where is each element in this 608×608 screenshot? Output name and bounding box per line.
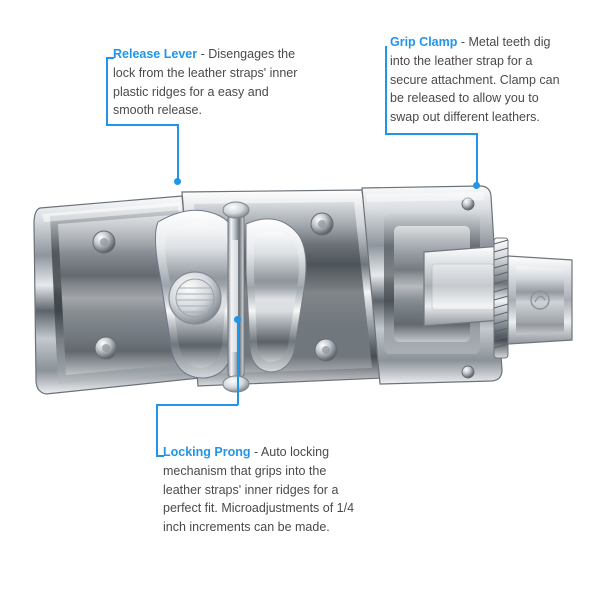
callout-term-locking-prong: Locking Prong: [163, 445, 251, 459]
leader-release-drop: [177, 124, 179, 181]
leader-dot-grip-clamp: [473, 182, 480, 189]
belt-buckle-illustration: [32, 180, 577, 430]
callout-description-release-lever: Disengages the lock from the leather straps' inner plastic ridges for a easy and smooth release.: [113, 47, 298, 118]
callout-description-locking-prong: Auto locking mechanism that grips into the leather straps' inner ridges for a perfect fit. Microadjustments of 1/4 inch increments can be made.: [163, 445, 355, 534]
callout-grip-clamp: [390, 33, 565, 127]
callout-term-release-lever: Release Lever: [113, 47, 198, 61]
leader-release-vertical: [106, 57, 108, 125]
leader-release-horizontal-2: [106, 124, 178, 126]
callout-separator-release-lever: -: [197, 47, 209, 61]
leader-grip-horizontal: [385, 133, 477, 135]
callout-separator-grip-clamp: -: [457, 35, 469, 49]
callout-release-lever: [113, 45, 313, 120]
callout-separator-locking-prong: -: [250, 445, 261, 459]
callout-description-grip-clamp: Metal teeth dig into the leather strap for a secure attachment. Clamp can be released to allow you to swap out different leathers.: [390, 35, 560, 124]
leader-grip-drop: [476, 133, 478, 185]
leader-grip-vertical: [385, 46, 387, 134]
leader-prong-horizontal-2: [156, 404, 238, 406]
leader-prong-vertical: [156, 404, 158, 456]
callout-term-grip-clamp: Grip Clamp: [390, 35, 458, 49]
leader-dot-locking-prong: [234, 316, 241, 323]
callout-locking-prong: [163, 443, 363, 537]
leader-dot-release-lever: [174, 178, 181, 185]
leader-prong-rise: [237, 320, 239, 405]
